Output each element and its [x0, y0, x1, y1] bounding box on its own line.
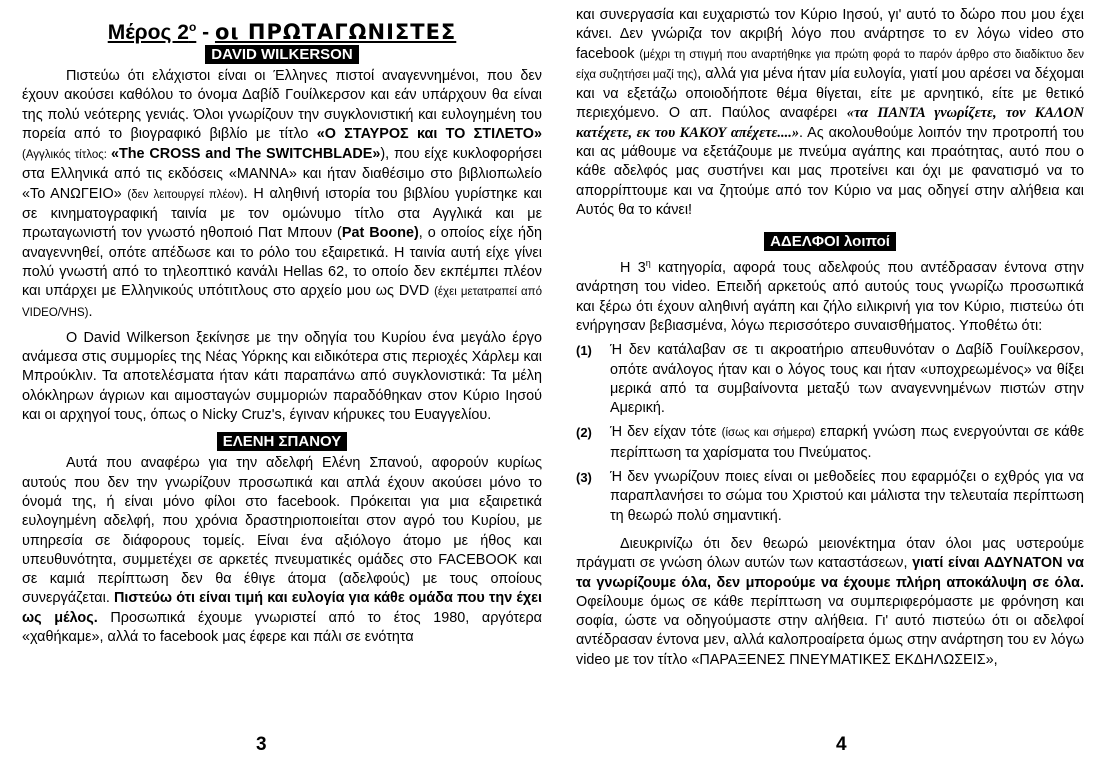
list-item	[576, 468, 1084, 526]
list-item-text: Ή δεν κατάλαβαν σε τι ακροατήριο απευθυνόταν ο Δαβίδ Γουίλκερσον, οπότε ανάλογος ήταν και ο λόγος τους και ήταν «υποχρεωμένος» να θίξει μερικά από τα συμβαίνοντα μεταξύ των αναγεννημένων πιστών στην Αμερική.	[610, 342, 1084, 417]
paragraph-wilkerson-intro: Πιστεύω ότι ελάχιστοι είναι οι Έλληνες πιστοί αναγεννημένοι, που δεν έχουν ακούσει καθόλου το όνομα Δαβίδ Γουίλκερσον και εάν υπάρχουν θα είναι της πολύ νεότερης γενιάς. Όλοι γνωρίζουν την συγκλονιστική και ευλογημένη του πορεία από το βιογραφικό βιβλίο με τίτλο «Ο ΣΤΑΥΡΟΣ και ΤΟ ΣΤΙΛΕΤΟ» (Αγγλικός τίτλος: «The CROSS and The SWITCHBLADE»), που είχε κυκλοφορήσει στα Ελληνικά από τις εκδόσεις «ΜΑΝΝΑ» και ήταν διαθέσιμο στο βιβλιοπωλείο «Το ΑΝΩΓΕΙΟ» (δεν λειτουργεί πλέον). Η αληθινή ιστορία του βιβλίου γυρίστηκε και σε κινηματογραφική ταινία με τον ομώνυμο τίτλο στα Αγγλικά και με πρωταγωνιστή τον γνωστό ηθοποιό Πατ Μπουν (Pat Boone), ο οποίος είχε ήδη αναγεννηθεί, οπότε απέδωσε και το ρόλο του εξαιρετικά. Η ταινία αυτή είχε γίνει πολύ γνωστή από το τηλεοπτικό κανάλι Hellas 62, το οποίο δεν εκπέμπει πλέον και υπάρχει με Ελληνικούς υπότιτλους στο αρχείο μου ως DVD (έχει μετατραπεί από VIDEO/VHS).	[22, 68, 542, 320]
right-page	[576, 6, 1084, 774]
section-heading-wilkerson: DAVID WILKERSON	[205, 45, 358, 64]
list-item	[576, 341, 1084, 418]
list-item-number: (2)	[576, 425, 592, 441]
page-number-right: 4	[836, 734, 847, 755]
paragraph-spanou: Αυτά που αναφέρω για την αδελφή Ελένη Σπανού, αφορούν κυρίως αυτούς που δεν την γνωρίζουν προσωπικά και απλά έχουν ακούσει μόνο το όνομά της, ή είναι μόνο φίλοι στο facebook. Πρόκειται για μια εξαιρετικά ευλογημένη αδελφή, που χρόνια δραστηριοποιείται στον αγρό του Κυρίου, με υπηρεσία σε διάφορους τομείς. Είναι ένα αξιόλογο άτομο με ήθος και υπευθυνότητα, συμμετέχει σε αρκετές πνευματικές ομάδες στο FACEBOOK και σε καμιά περίπτωση δεν θα έθιγε άτομα (αδελφούς) με τους οποίους συνεργάζεται. Πιστεύω ότι είναι τιμή και ευλογία για κάθε ομάδα που την έχει ως μέλος. Προσωπικά έχουμε γνωριστεί από το έτος 1980, αργότερα «χαθήκαμε», αλλά το facebook μας έφερε και πάλι σε ενότητα	[22, 455, 542, 646]
part-title-prefix: Μέρος $2^o$	[107, 20, 197, 44]
section-heading-brothers: ΑΔΕΛΦΟΙ λοιποί	[764, 232, 896, 251]
list-item-text: Ή δεν είχαν τότε (ίσως και σήμερα) επαρκή γνώση πως ενεργούνται σε κάθε περίπτωση τα χαρίσματα του Πνεύματος.	[610, 424, 1084, 461]
part-title-separator: -	[196, 21, 215, 44]
paragraph-wilkerson-work: Ο David Wilkerson ξεκίνησε με την οδηγία του Κυρίου ένα μεγάλο έργο ανάμεσα στις συμμορίες της Νέας Υόρκης και ειδικότερα στις περιοχές Χάρλεμ και Μπρούκλιν. Τα αποτελέσματα ήταν κάτι παραπάνω από συγκλονιστικά: Τα μέλη ολόκληρων άγριων και αιμοσταγών συμμοριών παραδόθηκαν στον Κύριο Ιησού και οι αρχηγοί τους, όπως ο Nicky Cruz's, έγιναν κήρυκες του Ευαγγελίου.	[22, 329, 542, 424]
paragraph-third-category: Η $3^\eta$ κατηγορία, αφορά τους αδελφούς που αντέδρασαν έντονα στην ανάρτηση του video. Επειδή αρκετούς από αυτούς τους γνωρίζω προσωπικά και ξέρω ότι έχουν αληθινή αγάπη και ζήλο ειλικρινή για τον Κύριο, πιστεύω ότι ενήργησαν βεβιασμένα, λόγω περισσότερο συναισθήματος. Υποθέτω ότι:	[576, 258, 1084, 334]
section-heading-spanou: ΕΛΕΝΗ ΣΠΑΝΟΥ	[217, 432, 348, 451]
part-title-main: οι ΠΡΩΤΑΓΩΝΙΣΤΕΣ	[214, 20, 457, 44]
part-title	[22, 12, 542, 42]
part-title-superscript: ο	[188, 20, 197, 34]
paragraph-clarification: Διευκρινίζω ότι δεν θεωρώ μειονέκτημα όταν όλοι μας υστερούμε πράγματι σε γνώση όλων αυτών των καταστάσεων, γιατί είναι ΑΔΥΝΑΤΟΝ να τα γνωρίζουμε όλα, δεν μπορούμε να έχουμε πλήρη αποκάλυψη σε όλα. Οφείλουμε όμως σε κάθε περίπτωση να συμπεριφερόμαστε με φρόνηση και σοφία, ώστε να οδηγούμαστε στην αλήθεια. Γι' αυτό πιστεύω ότι οι αδελφοί αντέδρασαν έντονα μεν, αλλά καλοπροαίρετα όμως στην ανάρτηση του εν λόγω video με τον τίτλο «ΠΑΡΑΞΕΝΕΣ ΠΝΕΥΜΑΤΙΚΕΣ ΕΚΔΗΛΩΣΕΙΣ»,	[576, 535, 1084, 668]
list-item-number: (3)	[576, 470, 592, 486]
paragraph-continuation: και συνεργασία και ευχαριστώ τον Κύριο Ιησού, γι' αυτό το δώρο που μου έχει κάνει. Δεν γνώριζα τον ακριβή λόγο που ανάρτησε το εν λόγω video στο facebook (μέχρι τη στιγμή που αναρτήθηκε για πρώτη φορά το παρόν άρθρο στο διαδίκτυο δεν είχα συζητήσει μαζί της), αλλά για μένα ήταν μία ευλογία, γιατί μου αρέσει να δέχομαι και να εξετάζω οποιοδήποτε θέμα θίγεται, είτε με αρνητικό, είτε με θετικό περιεχόμενο. Ο απ. Παύλος αναφέρει «τα ΠΑΝΤΑ γνωρίζετε, τον ΚΑΛΟΝ κατέχετε, εκ του ΚΑΚΟΥ απέχετε....». Ας ακολουθούμε λοιπόν την προτροπή του και ας μάθουμε να εξετάζουμε με πνεύμα αγάπης και πραότητας, αυτό που ο κάθε αδελφός μας συστήνει και μας προτείνει και όχι με φανατισμό να το απορρίπτουμε και να ζητούμε από τον Κύριο να μας οδηγεί στην αλήθεια και Αυτός θα το κάνει!	[576, 7, 1084, 218]
list-item-number: (1)	[576, 343, 592, 359]
page-number-left: 3	[256, 734, 267, 755]
list-item	[576, 423, 1084, 463]
list-item-text: Ή δεν γνωρίζουν ποιες είναι οι μεθοδείες που εφαρμόζει ο εχθρός για να παραπλανήσει το σώμα του Χριστού και μάλιστα την τελευταία περίπτωση τη θεωρώ πολύ σημαντική.	[610, 469, 1084, 524]
left-page	[22, 12, 542, 780]
